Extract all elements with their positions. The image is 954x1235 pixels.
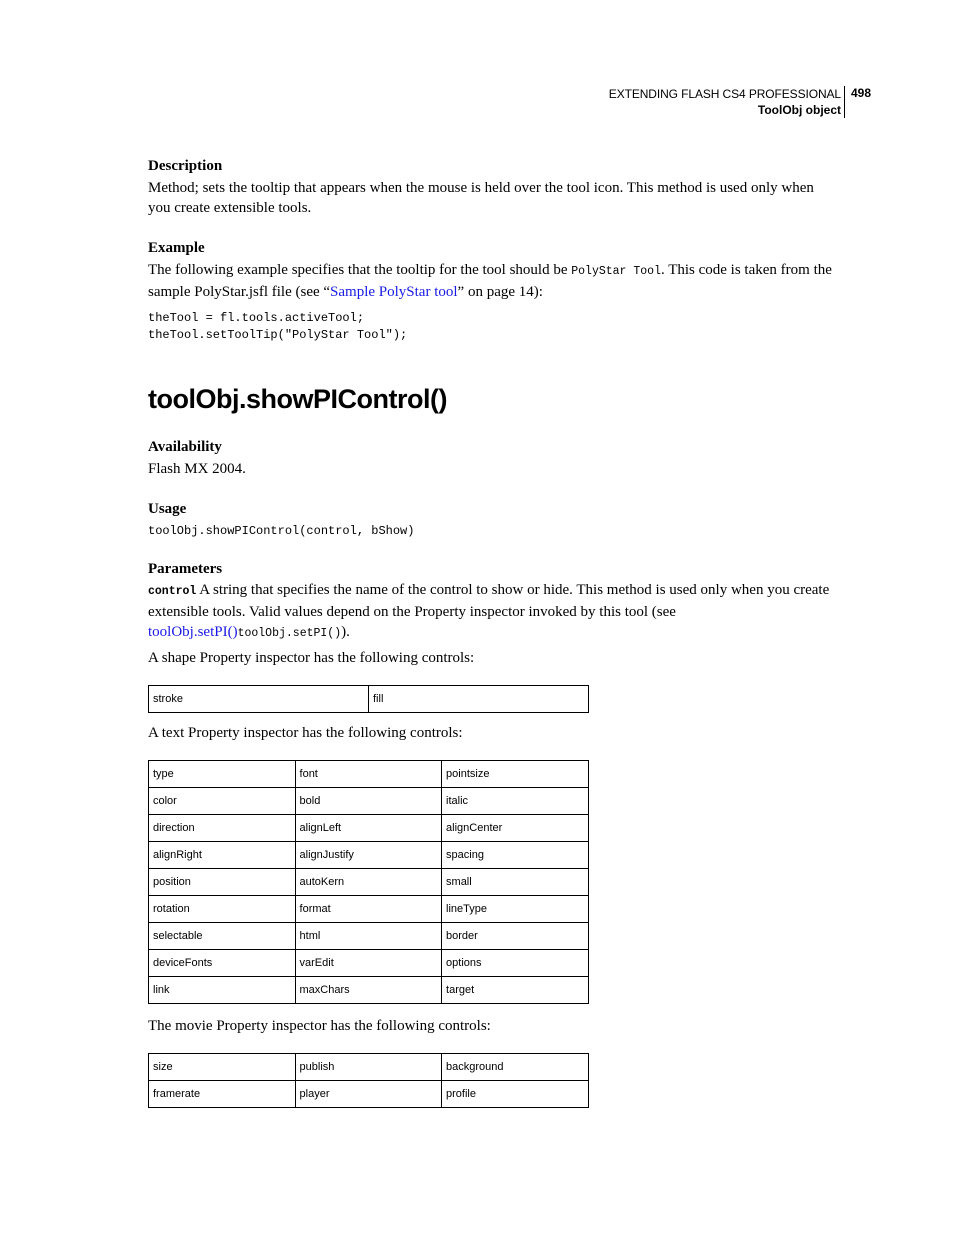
availability-text: Flash MX 2004.: [148, 461, 246, 477]
table-cell: type: [149, 761, 296, 788]
table-cell: border: [442, 923, 589, 950]
code-line: theTool = fl.tools.activeTool;: [148, 311, 365, 325]
table-cell: autoKern: [295, 869, 442, 896]
description-heading: Description: [148, 158, 223, 174]
table-row: [149, 1081, 589, 1108]
example-heading: Example: [148, 240, 205, 256]
table-cell: profile: [442, 1081, 589, 1108]
table-cell: link: [149, 977, 296, 1004]
example-paragraph: [148, 260, 838, 302]
example-text-2: . This code is taken from the sample PolyStar.jsfl file (see “: [148, 262, 832, 300]
availability-heading: Availability: [148, 439, 222, 455]
table-row: [149, 869, 589, 896]
table-cell: rotation: [149, 896, 296, 923]
table-row: [149, 788, 589, 815]
table-cell: alignJustify: [295, 842, 442, 869]
table-row: [149, 842, 589, 869]
setpi-code: toolObj.setPI(): [237, 627, 342, 640]
document-title: EXTENDING FLASH CS4 PROFESSIONAL: [608, 87, 841, 101]
table-cell: deviceFonts: [149, 950, 296, 977]
table-cell: italic: [442, 788, 589, 815]
table-cell: small: [442, 869, 589, 896]
table-cell: selectable: [149, 923, 296, 950]
table-row: [149, 1054, 589, 1081]
table-cell: pointsize: [442, 761, 589, 788]
text-intro: A text Property inspector has the following controls:: [148, 725, 463, 741]
table-cell: stroke: [149, 686, 369, 713]
table-row: [149, 815, 589, 842]
parameters-heading: Parameters: [148, 561, 223, 577]
setpi-link[interactable]: toolObj.setPI(): [148, 624, 238, 640]
table-cell: bold: [295, 788, 442, 815]
table-cell: player: [295, 1081, 442, 1108]
section-title: ToolObj object: [757, 103, 841, 117]
table-cell: publish: [295, 1054, 442, 1081]
table-cell: target: [442, 977, 589, 1004]
parameter-name: control: [148, 585, 197, 598]
sample-polystar-link[interactable]: Sample PolyStar tool: [330, 284, 458, 300]
table-cell: alignRight: [149, 842, 296, 869]
table-cell: background: [442, 1054, 589, 1081]
movie-intro: The movie Property inspector has the following controls:: [148, 1018, 491, 1034]
code-line: theTool.setToolTip("PolyStar Tool");: [148, 328, 408, 342]
table-row: [149, 761, 589, 788]
entry-title: toolObj.showPIControl(): [148, 384, 447, 414]
table-cell: format: [295, 896, 442, 923]
table-cell: options: [442, 950, 589, 977]
example-code-block: [148, 310, 838, 344]
usage-heading: Usage: [148, 501, 187, 517]
description-text: Method; sets the tooltip that appears when the mouse is held over the tool icon. This method is used only when you create extensible tools.: [148, 180, 814, 216]
movie-controls-table: [148, 1053, 589, 1108]
table-cell: framerate: [149, 1081, 296, 1108]
header-divider: [844, 86, 845, 118]
usage-code: toolObj.showPIControl(control, bShow): [148, 524, 415, 538]
parameter-text-2: ).: [341, 624, 350, 640]
text-controls-table: [148, 760, 589, 1004]
table-cell: color: [149, 788, 296, 815]
table-cell: varEdit: [295, 950, 442, 977]
table-cell: position: [149, 869, 296, 896]
table-cell: lineType: [442, 896, 589, 923]
table-cell: fill: [369, 686, 589, 713]
table-cell: maxChars: [295, 977, 442, 1004]
table-cell: spacing: [442, 842, 589, 869]
table-row: [149, 896, 589, 923]
example-text-1: The following example specifies that the tooltip for the tool should be: [148, 262, 572, 278]
example-text-3: ” on page 14):: [457, 284, 543, 300]
table-row: [149, 950, 589, 977]
parameter-text-1: A string that specifies the name of the control to show or hide. This method is used only when you create extensible tools. Valid values depend on the Property inspector invoked by this tool (see: [148, 582, 830, 620]
table-row: [149, 977, 589, 1004]
shape-intro: A shape Property inspector has the following controls:: [148, 650, 475, 666]
table-cell: html: [295, 923, 442, 950]
shape-controls-table: [148, 685, 589, 713]
parameter-description: [148, 580, 834, 644]
table-cell: alignLeft: [295, 815, 442, 842]
table-row: [149, 923, 589, 950]
page-number: 498: [851, 86, 872, 100]
running-header: [609, 86, 841, 118]
table-row: [149, 686, 589, 713]
example-inline-code: PolyStar Tool: [571, 265, 661, 278]
table-cell: size: [149, 1054, 296, 1081]
table-cell: alignCenter: [442, 815, 589, 842]
table-cell: direction: [149, 815, 296, 842]
table-cell: font: [295, 761, 442, 788]
